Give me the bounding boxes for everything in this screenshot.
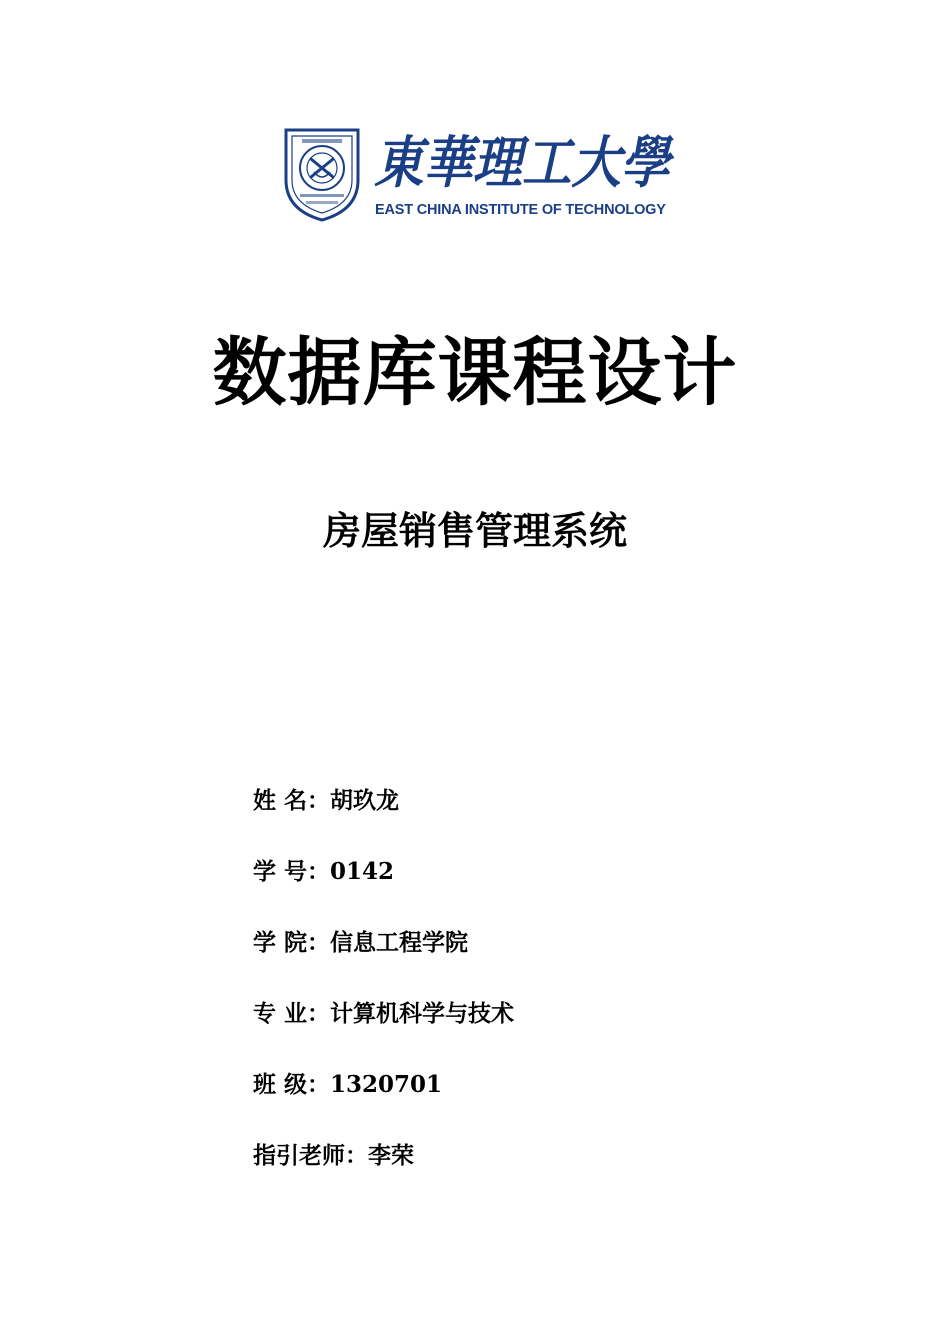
field-value: 计算机科学与技术	[330, 1000, 515, 1027]
college-line	[253, 927, 468, 959]
field-value: 胡玖龙	[330, 787, 400, 814]
university-name-cn	[374, 122, 674, 202]
field-value: 李荣	[368, 1142, 414, 1169]
field-label: 指引老师：	[253, 1142, 368, 1169]
field-label: 学 院：	[253, 929, 331, 956]
advisor-line	[253, 1140, 414, 1172]
document-title: 数据库课程设计	[212, 330, 738, 416]
field-value: 信息工程学院	[330, 929, 469, 956]
class-line	[253, 1069, 442, 1101]
student-name-line	[253, 785, 399, 817]
svg-text:東華理工大學: 東華理工大學	[374, 130, 676, 196]
university-name-en: EAST CHINA INSTITUTE OF TECHNOLOGY	[375, 202, 666, 218]
major-line	[253, 998, 514, 1030]
university-logo	[278, 122, 678, 222]
field-label: 专 业：	[253, 1000, 331, 1027]
student-id-line	[253, 856, 394, 888]
field-label: 班 级：	[253, 1071, 331, 1098]
field-label: 学 号：	[253, 858, 331, 885]
university-seal-icon	[278, 122, 366, 222]
document-subtitle: 房屋销售管理系统	[322, 509, 627, 553]
field-value: 1320701	[330, 1071, 443, 1098]
field-value: 0142	[330, 858, 395, 885]
field-label: 姓 名：	[253, 787, 331, 814]
